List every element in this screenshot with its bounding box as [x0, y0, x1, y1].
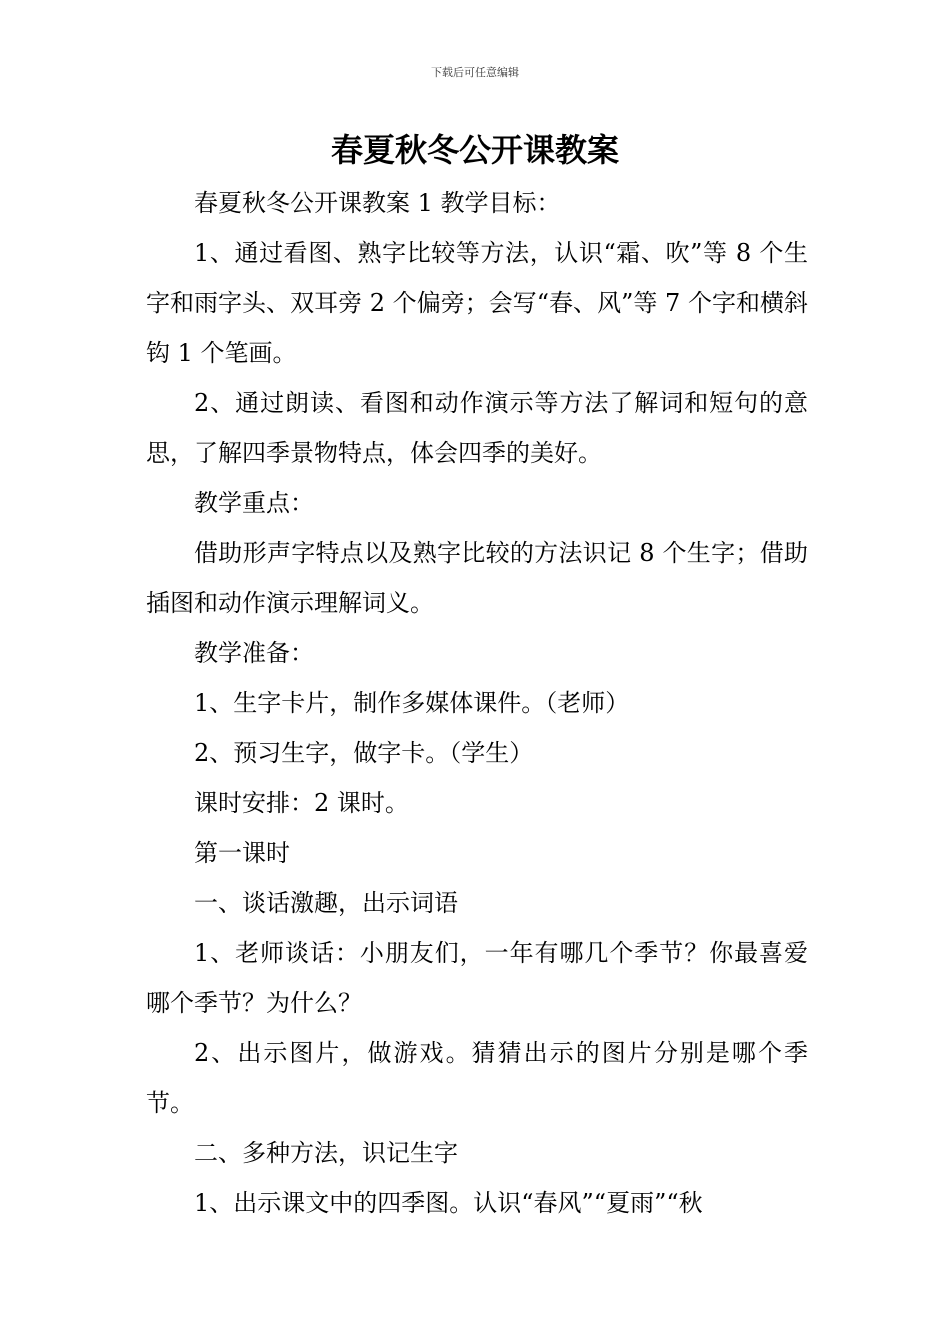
section-heading: 教学准备： — [194, 639, 314, 667]
paragraph: 春夏秋冬公开课教案 1 教学目标： — [194, 189, 561, 217]
paragraph: 2、预习生字，做字卡。（学生） — [194, 739, 534, 767]
paragraph: 2、出示图片，做游戏。猜猜出示的图片分别是哪个季节。 — [146, 1039, 808, 1117]
document-body — [146, 178, 808, 1228]
paragraph: 1、出示课文中的四季图。认识“春风”“夏雨”“秋 — [194, 1189, 703, 1217]
section-heading: 第一课时 — [194, 839, 290, 867]
paragraph: 2、通过朗读、看图和动作演示等方法了解词和短句的意思，了解四季景物特点，体会四季的美好。 — [146, 389, 808, 467]
section-heading: 二、多种方法，识记生字 — [194, 1139, 458, 1167]
paragraph: 课时安排：2 课时。 — [194, 789, 409, 817]
paragraph: 1、通过看图、熟字比较等方法，认识“霜、吹”等 8 个生字和雨字头、双耳旁 2 个偏旁；会写“春、风”等 7 个字和横斜钩 1 个笔画。 — [146, 239, 808, 367]
paragraph: 借助形声字特点以及熟字比较的方法识记 8 个生字；借助插图和动作演示理解词义。 — [146, 539, 808, 617]
paragraph: 1、生字卡片，制作多媒体课件。（老师） — [194, 689, 630, 717]
page-header-note: 下载后可任意编辑 — [431, 66, 519, 79]
section-heading: 一、谈话激趣，出示词语 — [194, 889, 458, 917]
document-title: 春夏秋冬公开课教案 — [330, 131, 619, 169]
paragraph: 1、老师谈话：小朋友们，一年有哪几个季节？你最喜爱哪个季节？为什么？ — [146, 939, 808, 1017]
section-heading: 教学重点： — [194, 489, 314, 517]
